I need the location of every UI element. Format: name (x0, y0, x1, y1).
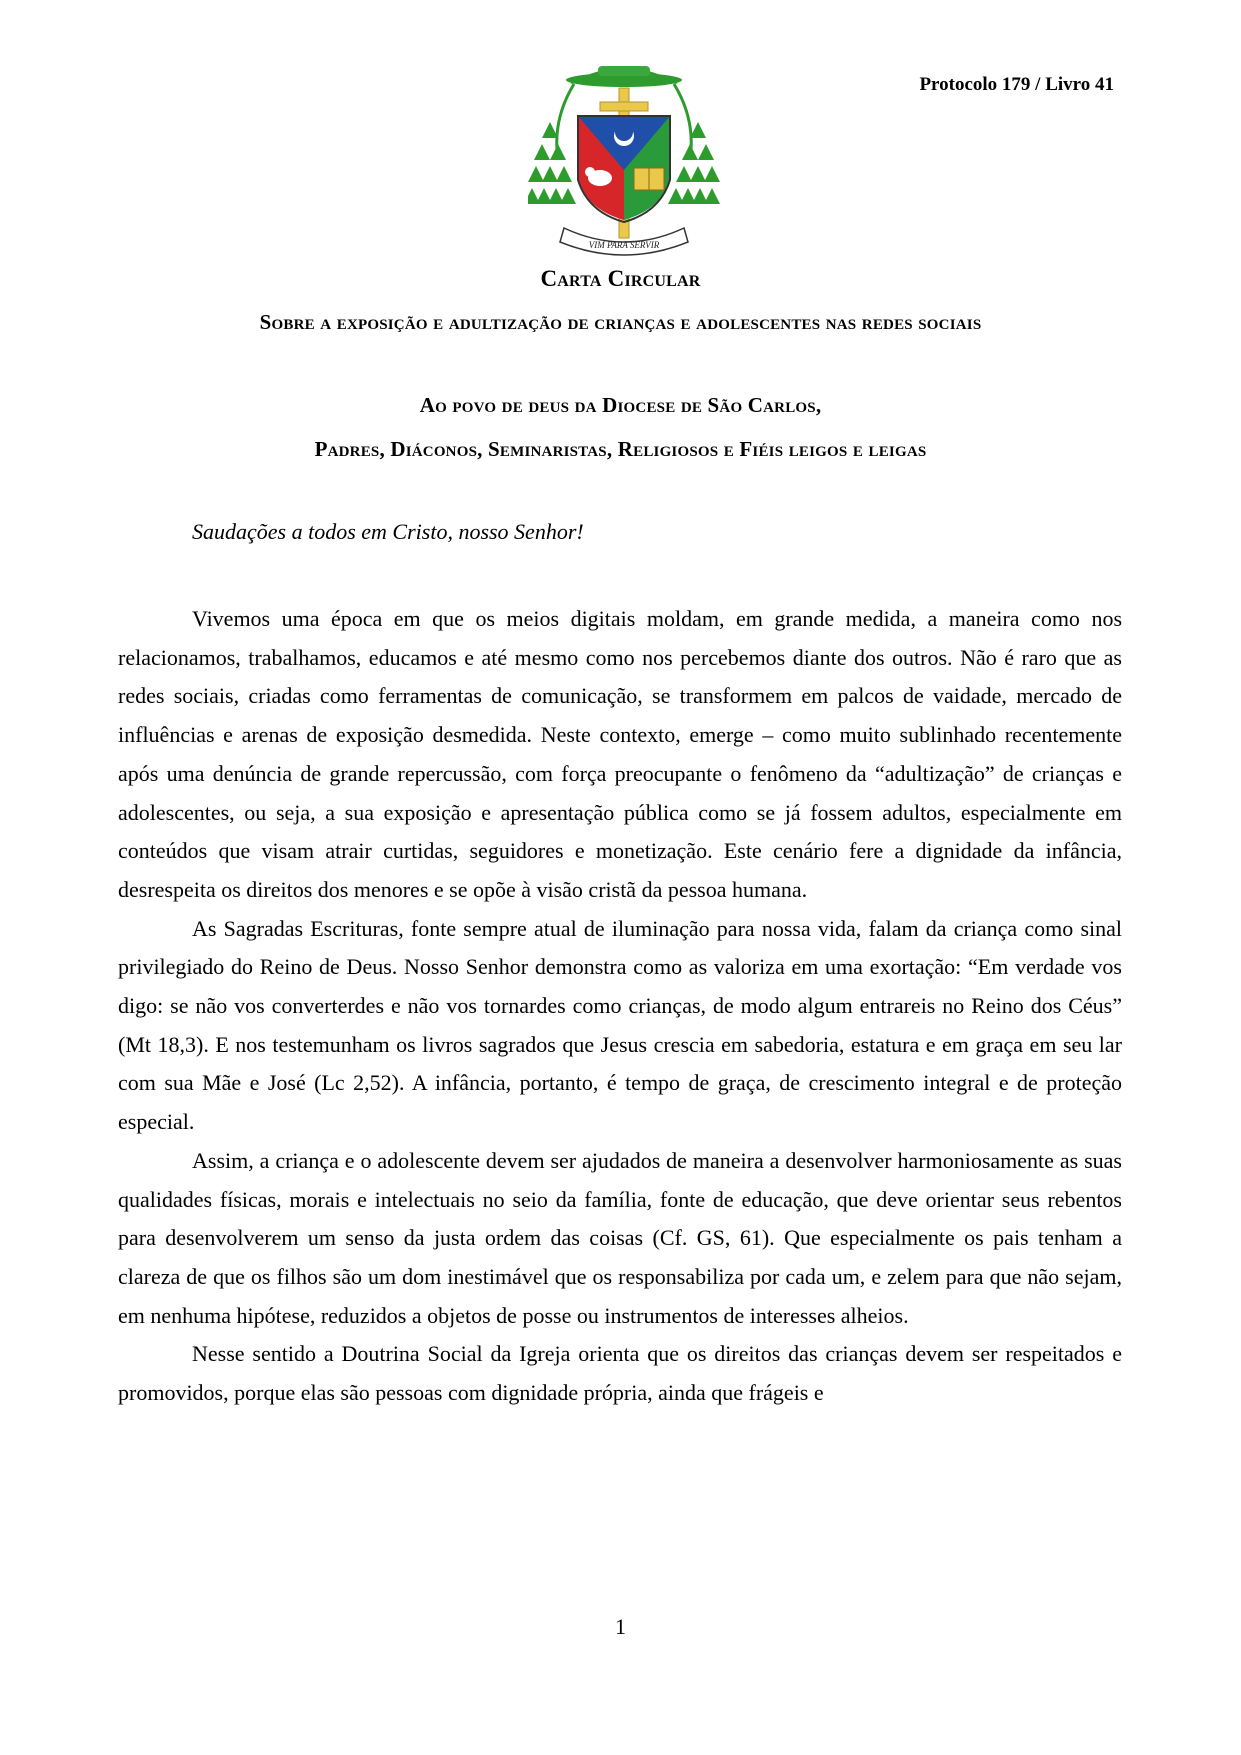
book-icon (634, 168, 664, 190)
document-title: Carta Circular (540, 266, 701, 291)
tassels-right (668, 122, 720, 204)
letter-body (118, 600, 1122, 1413)
motto-text: VIM PARA SERVIR (588, 240, 660, 250)
page-number: 1 (615, 1614, 626, 1639)
document-subtitle: Sobre a exposição e adultização de crianças e adolescentes nas redes sociais (259, 310, 982, 334)
address-line-1: Ao povo de deus da Diocese de São Carlos, (419, 393, 822, 417)
coat-of-arms (528, 60, 720, 260)
paragraph: Nesse sentido a Doutrina Social da Igreja orienta que os direitos das crianças devem ser respeitados e promovidos, porque elas são pessoas com dignidade própria, ainda que frágeis e (118, 1341, 1122, 1406)
paragraph: Vivemos uma época em que os meios digitais moldam, em grande medida, a maneira como nos relacionamos, trabalhamos, educamos e até mesmo como nos percebemos diante dos outros. Não é raro que as redes sociais, criadas como ferramentas de comunicação, se transformem em palcos de vaidade, mercado de influências e arenas de exposição desmedida. Neste contexto, emerge – como muito sublinhado recentemente após uma denúncia de grande repercussão, com força preocupante o fenômeno da “adultização” de crianças e adolescentes, ou seja, a sua exposição e apresentação pública como se já fossem adultos, especialmente em conteúdos que visam atrair curtidas, seguidores e monetização. Este cenário fere a dignidade da infância, desrespeita os direitos dos menores e se opõe à visão cristã da pessoa humana. (118, 606, 1122, 902)
greeting: Saudações a todos em Cristo, nosso Senhor! (192, 519, 584, 544)
paragraph: Assim, a criança e o adolescente devem ser ajudados de maneira a desenvolver harmoniosamente as suas qualidades físicas, morais e intelectuais no seio da família, fonte de educação, que deve orientar seus rebentos para desenvolverem um senso da justa ordem das coisas (Cf. GS, 61). Que especialmente os pais tenham a clareza de que os filhos são um dom inestimável que os responsabiliza por cada um, e zelem para que não sejam, em nenhuma hipótese, reduzidos a objetos de posse ou instrumentos de interesses alheios. (118, 1147, 1122, 1328)
protocol-number: Protocolo 179 / Livro 41 (919, 74, 1114, 95)
tassels-left (528, 122, 576, 204)
paragraph: As Sagradas Escrituras, fonte sempre atual de iluminação para nossa vida, falam da criança como sinal privilegiado do Reino de Deus. Nosso Senhor demonstra como as valoriza em uma exortação: “Em verdade vos digo: se não vos converterdes e não vos tornardes como crianças, de modo algum entrareis no Reino dos Céus” (Mt 18,3). E nos testemunham os livros sagrados que Jesus crescia em sabedoria, estatura e em graça em seu lar com sua Mãe e José (Lc 2,52). A infância, portanto, é tempo de graça, de crescimento integral e de proteção especial. (118, 915, 1122, 1135)
shield (578, 116, 670, 222)
address-line-2: Padres, Diáconos, Seminaristas, Religiosos e Fiéis leigos e leigas (314, 437, 927, 461)
